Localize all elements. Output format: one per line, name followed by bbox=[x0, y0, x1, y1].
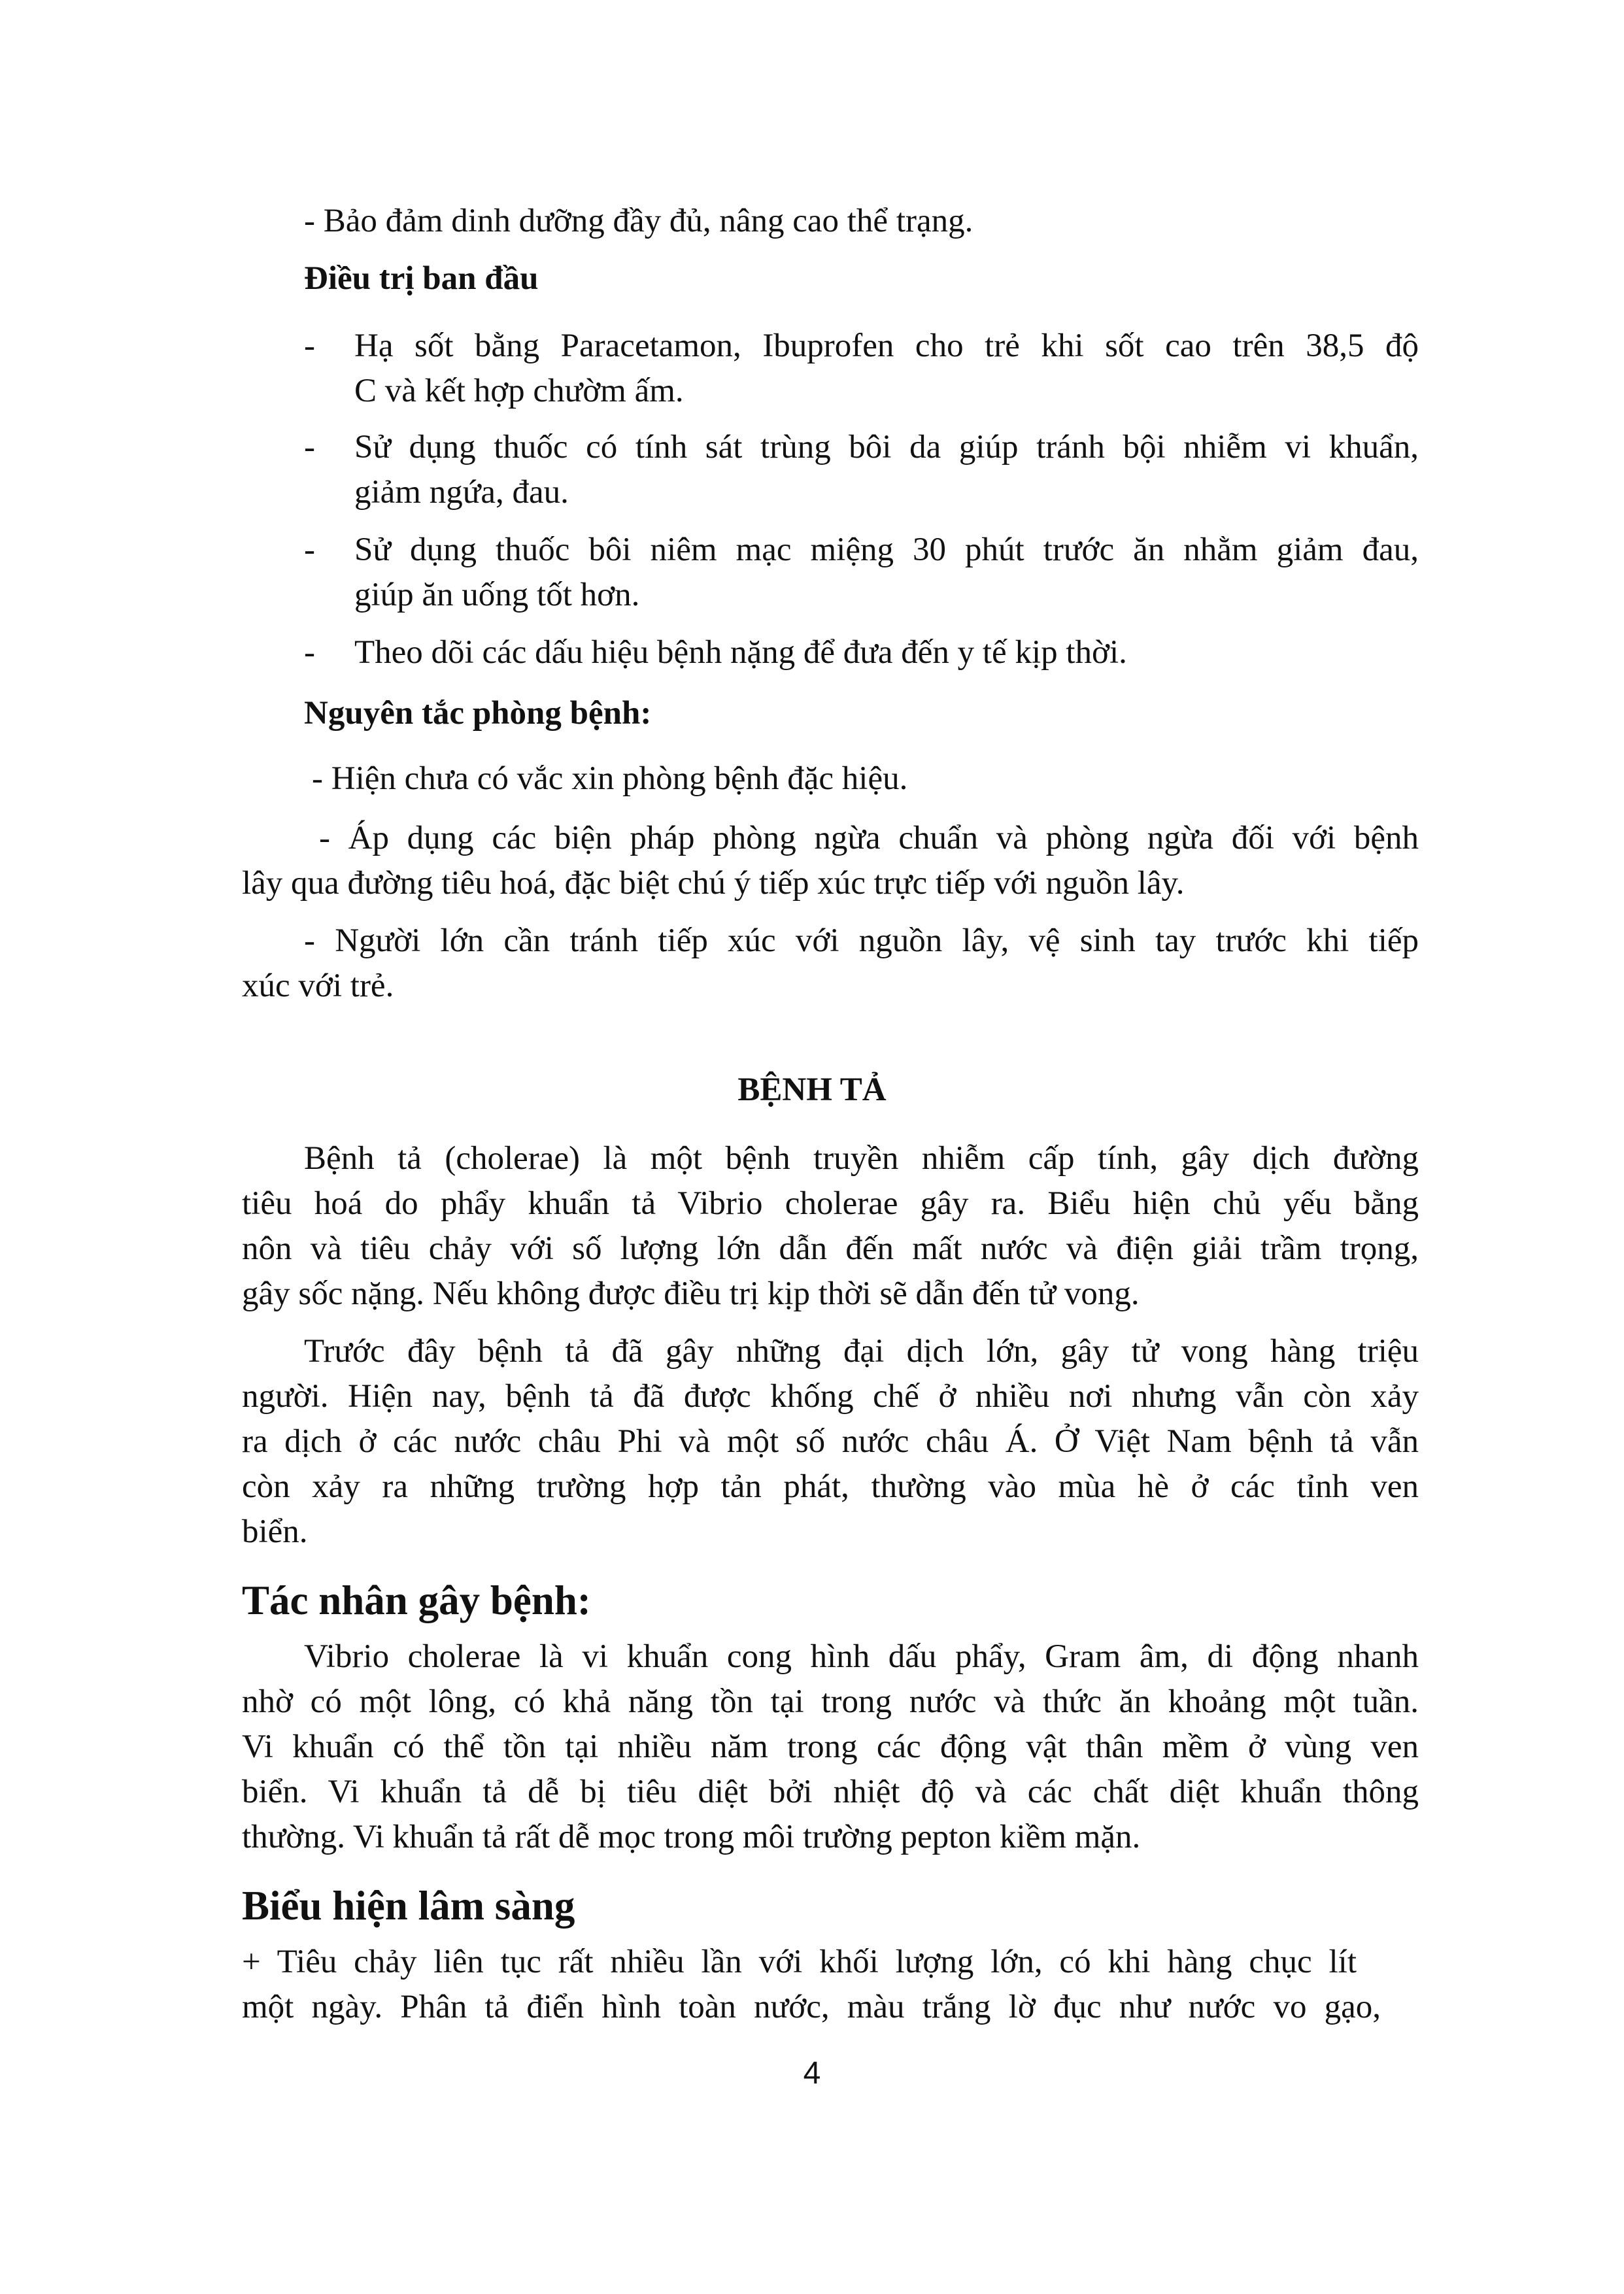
bullet-dash: - bbox=[304, 328, 315, 364]
bullet-dash: - bbox=[304, 634, 315, 671]
nutrition-line: - Bảo đảm dinh dưỡng đầy đủ, nâng cao thể trạng. bbox=[304, 203, 973, 239]
heading-initial-treatment: Điều trị ban đầu bbox=[304, 260, 539, 297]
heading-clinical-manifestations: Biểu hiện lâm sàng bbox=[242, 1883, 575, 1929]
prevention-line-1: - Hiện chưa có vắc xin phòng bệnh đặc hiệu. bbox=[312, 760, 908, 797]
paragraph-line: Bệnh tả (cholerae) là một bệnh truyền nhiễm cấp tính, gây dịch đường bbox=[304, 1140, 1419, 1177]
prevention-line-3a: - Người lớn cần tránh tiếp xúc với nguồn lây, vệ sinh tay trước khi tiếp bbox=[304, 922, 1419, 959]
bullet-1-line-1: Hạ sốt bằng Paracetamon, Ibuprofen cho trẻ khi sốt cao trên 38,5 độ bbox=[354, 328, 1419, 364]
paragraph-line: ra dịch ở các nước châu Phi và một số nước châu Á. Ở Việt Nam bệnh tả vẫn bbox=[242, 1423, 1419, 1460]
bullet-4-line-1: Theo dõi các dấu hiệu bệnh nặng để đưa đến y tế kịp thời. bbox=[354, 634, 1127, 671]
paragraph-line: Trước đây bệnh tả đã gây những đại dịch lớn, gây tử vong hàng triệu bbox=[304, 1333, 1419, 1370]
prevention-line-2b: lây qua đường tiêu hoá, đặc biệt chú ý tiếp xúc trực tiếp với nguồn lây. bbox=[242, 865, 1185, 902]
bullet-2-line-2: giảm ngứa, đau. bbox=[354, 474, 569, 511]
paragraph-line: + Tiêu chảy liên tục rất nhiều lần với khối lượng lớn, có khi hàng chục lít bbox=[242, 1944, 1357, 1980]
paragraph-line: thường. Vi khuẩn tả rất dễ mọc trong môi trường pepton kiềm mặn. bbox=[242, 1819, 1141, 1855]
paragraph-line: nôn và tiêu chảy với số lượng lớn dẫn đến mất nước và điện giải trầm trọng, bbox=[242, 1230, 1419, 1267]
bullet-3-line-1: Sử dụng thuốc bôi niêm mạc miệng 30 phút trước ăn nhằm giảm đau, bbox=[354, 531, 1419, 568]
paragraph-line: Vibrio cholerae là vi khuẩn cong hình dấu phẩy, Gram âm, di động nhanh bbox=[304, 1638, 1419, 1675]
paragraph-line: người. Hiện nay, bệnh tả đã được khống chế ở nhiều nơi nhưng vẫn còn xảy bbox=[242, 1378, 1419, 1415]
paragraph-line: nhờ có một lông, có khả năng tồn tại trong nước và thức ăn khoảng một tuần. bbox=[242, 1683, 1419, 1720]
prevention-line-2a: - Áp dụng các biện pháp phòng ngừa chuẩn và phòng ngừa đối với bệnh bbox=[319, 820, 1419, 856]
paragraph-line: biển. bbox=[242, 1513, 308, 1550]
paragraph-line: tiêu hoá do phẩy khuẩn tả Vibrio cholerae gây ra. Biểu hiện chủ yếu bằng bbox=[242, 1185, 1419, 1222]
paragraph-line: một ngày. Phân tả điển hình toàn nước, màu trắng lờ đục như nước vo gạo, bbox=[242, 1989, 1381, 2025]
paragraph-line: biển. Vi khuẩn tả dễ bị tiêu diệt bởi nhiệt độ và các chất diệt khuẩn thông bbox=[242, 1774, 1419, 1810]
heading-prevention: Nguyên tắc phòng bệnh: bbox=[304, 695, 652, 732]
page-number: 4 bbox=[803, 2056, 821, 2091]
paragraph-line: Vi khuẩn có thể tồn tại nhiều năm trong các động vật thân mềm ở vùng ven bbox=[242, 1729, 1419, 1765]
bullet-3-line-2: giúp ăn uống tốt hơn. bbox=[354, 577, 640, 613]
bullet-dash: - bbox=[304, 531, 315, 568]
bullet-2-line-1: Sử dụng thuốc có tính sát trùng bôi da giúp tránh bội nhiễm vi khuẩn, bbox=[354, 429, 1419, 465]
bullet-1-line-2: C và kết hợp chườm ấm. bbox=[354, 373, 684, 409]
heading-causative-agent: Tác nhân gây bệnh: bbox=[242, 1577, 591, 1623]
paragraph-line: gây sốc nặng. Nếu không được điều trị kịp thời sẽ dẫn đến tử vong. bbox=[242, 1275, 1140, 1312]
paragraph-line: còn xảy ra những trường hợp tản phát, thường vào mùa hè ở các tỉnh ven bbox=[242, 1468, 1419, 1505]
prevention-line-3b: xúc với trẻ. bbox=[242, 968, 394, 1004]
bullet-dash: - bbox=[304, 429, 315, 465]
section-title-cholera: BỆNH TẢ bbox=[737, 1071, 887, 1108]
